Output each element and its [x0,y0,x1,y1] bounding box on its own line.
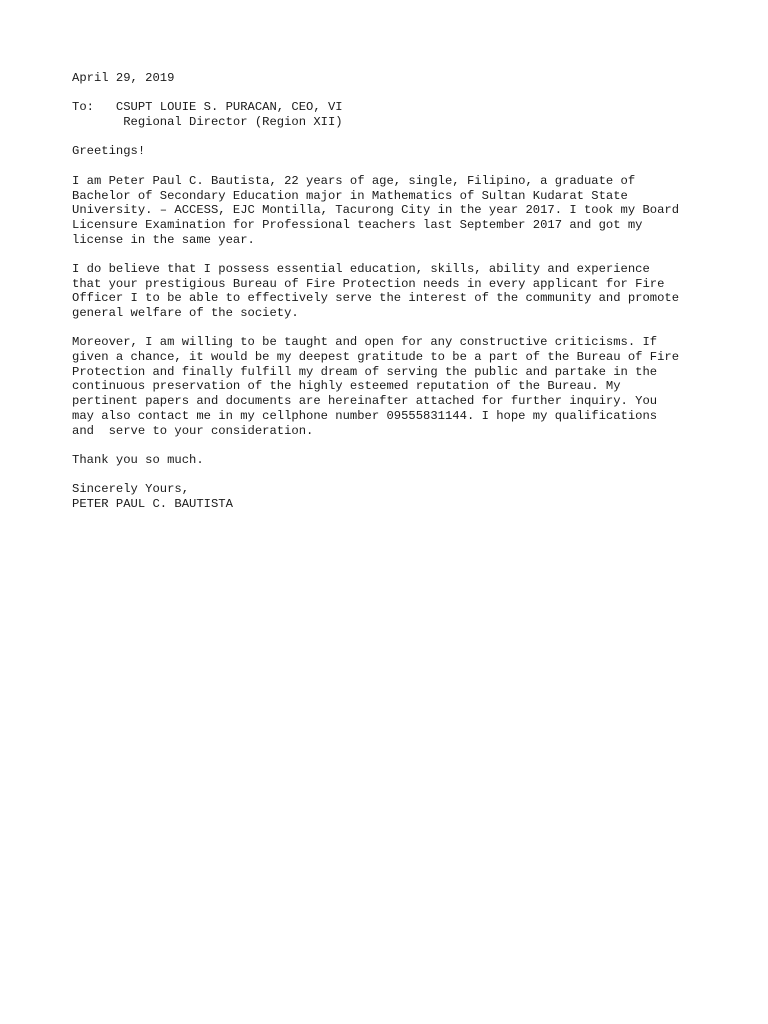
letter-body [72,71,712,512]
paragraph-line: may also contact me in my cellphone number 09555831144. I hope my qualifications [72,408,658,423]
paragraph-line: I am Peter Paul C. Bautista, 22 years of age, single, Filipino, a graduate of [72,173,636,188]
letter-date: April 29, 2019 [72,71,175,85]
signature-name: PETER PAUL C. BAUTISTA [72,496,233,511]
paragraph-line: license in the same year. [72,232,255,247]
paragraph-line: Moreover, I am willing to be taught and open for any constructive criticisms. If [72,335,658,350]
recipient-block [72,100,712,129]
paragraph-line: and serve to your consideration. [72,423,314,438]
paragraph-line: I do believe that I possess essential education, skills, ability and experience [72,261,650,276]
thank-you-line: Thank you so much. [72,452,204,467]
spacer [72,438,712,453]
paragraph-line: Officer I to be able to effectively serve the interest of the community and promote [72,291,680,306]
recipient-name-line: To: CSUPT LOUIE S. PURACAN, CEO, VI [72,100,343,115]
paragraph-qualifications [72,262,712,321]
paragraph-line: continuous preservation of the highly esteemed reputation of the Bureau. My [72,379,621,394]
paragraph-introduction [72,174,712,247]
paragraph-line: Licensure Examination for Professional teachers last September 2017 and got my [72,217,643,232]
paragraph-line: given a chance, it would be my deepest gratitude to be a part of the Bureau of Fire [72,350,680,365]
greeting: Greetings! [72,144,146,159]
paragraph-line: pertinent papers and documents are hereinafter attached for further inquiry. You [72,394,658,409]
spacer [72,86,712,101]
spacer [72,247,712,262]
paragraph-line: general welfare of the society. [72,306,299,320]
spacer [72,159,712,174]
paragraph-line: Bachelor of Secondary Education major in Mathematics of Sultan Kudarat State [72,188,628,203]
paragraph-request [72,335,712,438]
paragraph-line: that your prestigious Bureau of Fire Protection needs in every applicant for Fire [72,276,665,291]
spacer [72,468,712,483]
spacer [72,130,712,145]
recipient-title-line: Regional Director (Region XII) [72,115,343,130]
paragraph-line: University. – ACCESS, EJC Montilla, Tacurong City in the year 2017. I took my Board [72,203,680,218]
closing-line: Sincerely Yours, [72,482,190,497]
paragraph-line: Protection and finally fulfill my dream of serving the public and partake in the [72,364,658,379]
spacer [72,321,712,336]
